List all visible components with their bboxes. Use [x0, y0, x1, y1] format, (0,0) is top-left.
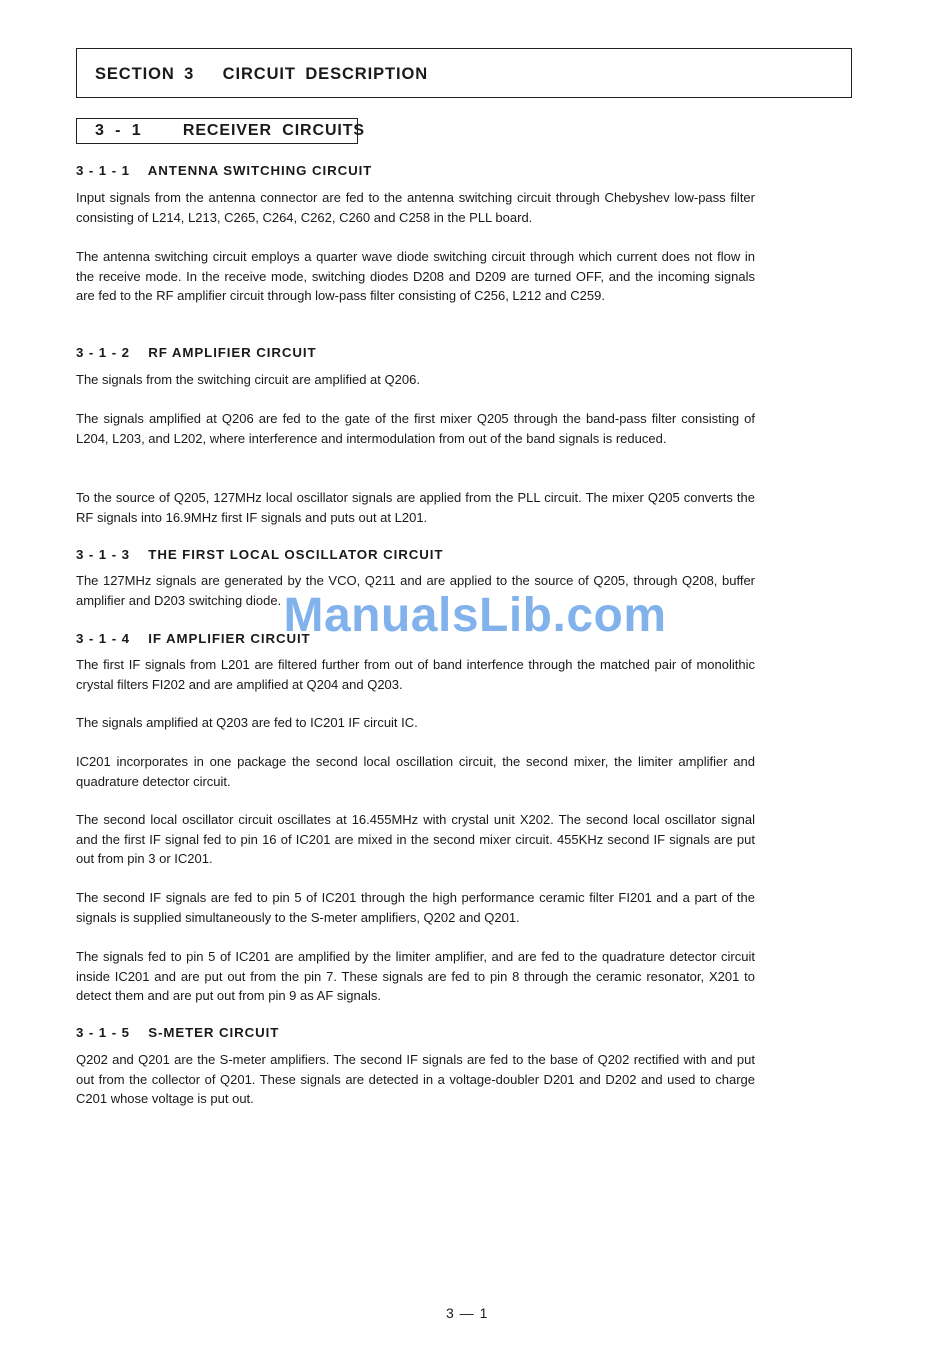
paragraph: Input signals from the antenna connector are fed to the antenna switching circuit through Chebyshev low-pass filter consisting of L214, L213, C265, C264, C262, C260 and C258 in the PLL board.: [76, 190, 755, 225]
paragraph: IC201 incorporates in one package the second local oscillation circuit, the second mixer, the limiter amplifier and quadrature detector circuit.: [76, 754, 755, 789]
paragraph: The 127MHz signals are generated by the VCO, Q211 and are applied to the source of Q205, through Q208, buffer amplifier and D203 switching diode.: [76, 573, 755, 608]
paragraph: The signals fed to pin 5 of IC201 are amplified by the limiter amplifier, and are fed to the quadrature detector circuit inside IC201 and are put out from the pin 7. These signals are fed to pin 8 through the ceramic resonator, X201 to detect them and are put out from pin 9 as AF signals.: [76, 949, 755, 1004]
paragraph: Q202 and Q201 are the S-meter amplifiers. The second IF signals are fed to the base of Q202 rectified with and put out from the collector of Q201. These signals are detected in a voltage-doubler D201 and D202 and used to charge C201 whose voltage is put out.: [76, 1052, 755, 1107]
section-title-box: [76, 48, 852, 98]
subsection-title-box: [76, 118, 365, 144]
paragraph: The signals amplified at Q203 are fed to IC201 IF circuit IC.: [76, 715, 418, 730]
heading-first-local-oscillator: 3 - 1 - 3 THE FIRST LOCAL OSCILLATOR CIRCUIT: [76, 547, 444, 562]
paragraph: To the source of Q205, 127MHz local oscillator signals are applied from the PLL circuit. The mixer Q205 converts the RF signals into 16.9MHz first IF signals and puts out at L201.: [76, 490, 755, 525]
paragraph: The second local oscillator circuit oscillates at 16.455MHz with crystal unit X202. The second local oscillator signal and the first IF signal fed to pin 16 of IC201 are mixed in the second mixer circuit. 455KHz second IF signals are put out from pin 3 or IC201.: [76, 812, 755, 867]
heading-if-amplifier: 3 - 1 - 4 IF AMPLIFIER CIRCUIT: [76, 631, 311, 646]
subsection-title: 3 - 1 RECEIVER CIRCUITS: [95, 122, 365, 139]
heading-s-meter: 3 - 1 - 5 S-METER CIRCUIT: [76, 1025, 280, 1040]
heading-antenna-switching: 3 - 1 - 1 ANTENNA SWITCHING CIRCUIT: [76, 163, 373, 178]
paragraph: The first IF signals from L201 are filtered further from out of band interfence through the matched pair of monolithic crystal filters FI202 and are amplified at Q204 and Q203.: [76, 657, 755, 692]
paragraph: The signals amplified at Q206 are fed to the gate of the first mixer Q205 through the band-pass filter consisting of L204, L203, and L202, where interference and intermodulation from out of the band signals is reduced.: [76, 411, 755, 446]
page-number: 3 — 1: [446, 1305, 489, 1321]
heading-rf-amplifier: 3 - 1 - 2 RF AMPLIFIER CIRCUIT: [76, 345, 317, 360]
paragraph: The second IF signals are fed to pin 5 of IC201 through the high performance ceramic filter FI201 and a part of the signals is supplied simultaneously to the S-meter amplifiers, Q202 and Q201.: [76, 890, 755, 925]
paragraph: The antenna switching circuit employs a quarter wave diode switching circuit through which current does not flow in the receive mode. In the receive mode, switching diodes D208 and D209 are turned OFF, and the incoming signals are fed to the RF amplifier circuit through low-pass filter consisting of C256, L212 and C259.: [76, 249, 755, 304]
watermark: ManualsLib.com: [283, 589, 667, 642]
section-title: SECTION 3 CIRCUIT DESCRIPTION: [95, 65, 429, 83]
paragraph: The signals from the switching circuit are amplified at Q206.: [76, 372, 420, 387]
